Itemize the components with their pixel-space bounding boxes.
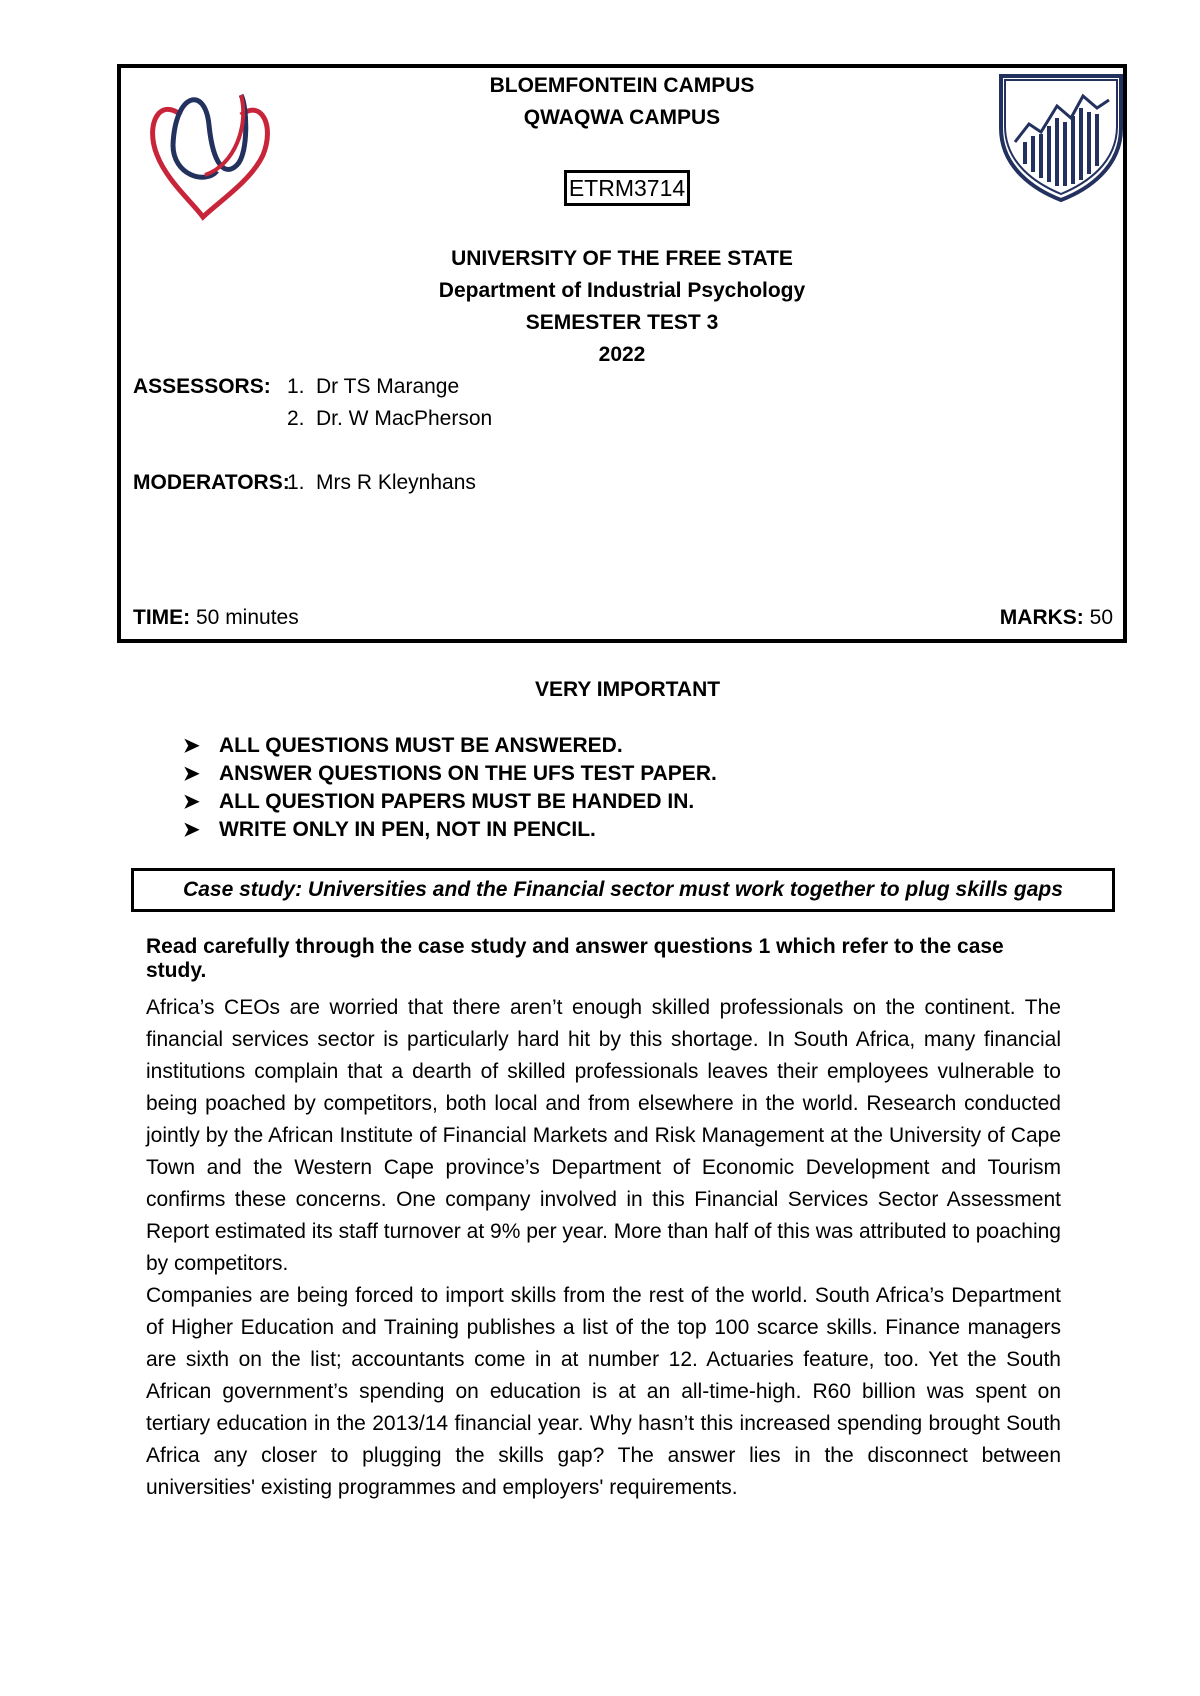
time-row <box>133 606 299 630</box>
university-name: UNIVERSITY OF THE FREE STATE <box>451 247 793 270</box>
module-code: ETRM3714 <box>564 170 690 206</box>
arrowhead-bullet-icon: ➤ <box>183 763 200 785</box>
moderator-1-number: 1. <box>287 471 305 494</box>
list-item <box>183 760 983 788</box>
marks-value: 50 <box>1089 606 1113 629</box>
assessor-2-name: Dr. W MacPherson <box>316 407 493 430</box>
case-study-paragraph-1: Africa’s CEOs are worried that there aren’t enough skilled professionals on the continent. The financial services sector is particularly hard hit by this shortage. In South Africa, many financial institutions complain that a dearth of skilled professionals leaves their employees vulnerable to being poached by competitors, both local and from elsewhere in the world. Research conducted jointly by the African Institute of Financial Markets and Risk Management at the University of Cape Town and the Western Cape province’s Department of Economic Development and Tourism confirms these concerns. One company involved in this Financial Services Sector Assessment Report estimated its staff turnover at 9% per year. More than half of this was attributed to poaching by competitors. <box>146 996 1061 1275</box>
very-important-heading: VERY IMPORTANT <box>534 678 721 701</box>
rule-text: ALL QUESTION PAPERS MUST BE HANDED IN. <box>219 790 695 813</box>
assessors-label: ASSESSORS: <box>133 375 271 398</box>
list-item <box>183 788 983 816</box>
time-label: TIME: <box>133 606 191 629</box>
moderators-label: MODERATORS: <box>133 471 290 494</box>
arrowhead-bullet-icon: ➤ <box>183 819 200 841</box>
list-item <box>183 816 983 844</box>
arrowhead-bullet-icon: ➤ <box>183 791 200 813</box>
assessor-1-number: 1. <box>287 375 305 398</box>
case-study-instruction: Read carefully through the case study and answer questions 1 which refer to the case study. <box>146 935 1004 982</box>
campus-line-2: QWAQWA CAMPUS <box>523 106 721 129</box>
assessor-1-name: Dr TS Marange <box>316 375 460 398</box>
list-item <box>183 732 983 760</box>
assessor-2-number: 2. <box>287 407 305 430</box>
marks-label: MARKS: <box>999 606 1084 629</box>
case-study-title: Case study: Universities and the Financial sector must work together to plug skills gaps <box>131 868 1115 912</box>
arrowhead-bullet-icon: ➤ <box>183 735 200 757</box>
department-name: Department of Industrial Psychology <box>438 279 806 302</box>
cover-header-box <box>117 64 1127 643</box>
rule-text: WRITE ONLY IN PEN, NOT IN PENCIL. <box>219 818 596 841</box>
time-value: 50 minutes <box>196 606 299 629</box>
test-year: 2022 <box>598 343 646 366</box>
campus-line-1: BLOEMFONTEIN CAMPUS <box>489 74 755 97</box>
test-name: SEMESTER TEST 3 <box>525 311 719 334</box>
case-study-paragraph-2: Companies are being forced to import skills from the rest of the world. South Africa’s Department of Higher Education and Training publishes a list of the top 100 scarce skills. Finance managers are sixth on the list; accountants come in at number 12. Actuaries feature, too. Yet the South African government’s spending on education is at an all-time-high. R60 billion was spent on tertiary education in the 2013/14 financial year. Why hasn’t this increased spending brought South Africa any closer to plugging the skills gap? The answer lies in the disconnect between universities' existing programmes and employers' requirements. <box>146 1284 1061 1499</box>
marks-row <box>1000 606 1113 630</box>
rule-text: ANSWER QUESTIONS ON THE UFS TEST PAPER. <box>219 762 717 785</box>
shield-crest-icon <box>997 72 1125 202</box>
rules-list <box>183 732 983 844</box>
rule-text: ALL QUESTIONS MUST BE ANSWERED. <box>219 734 623 757</box>
moderator-1-name: Mrs R Kleynhans <box>316 471 476 494</box>
